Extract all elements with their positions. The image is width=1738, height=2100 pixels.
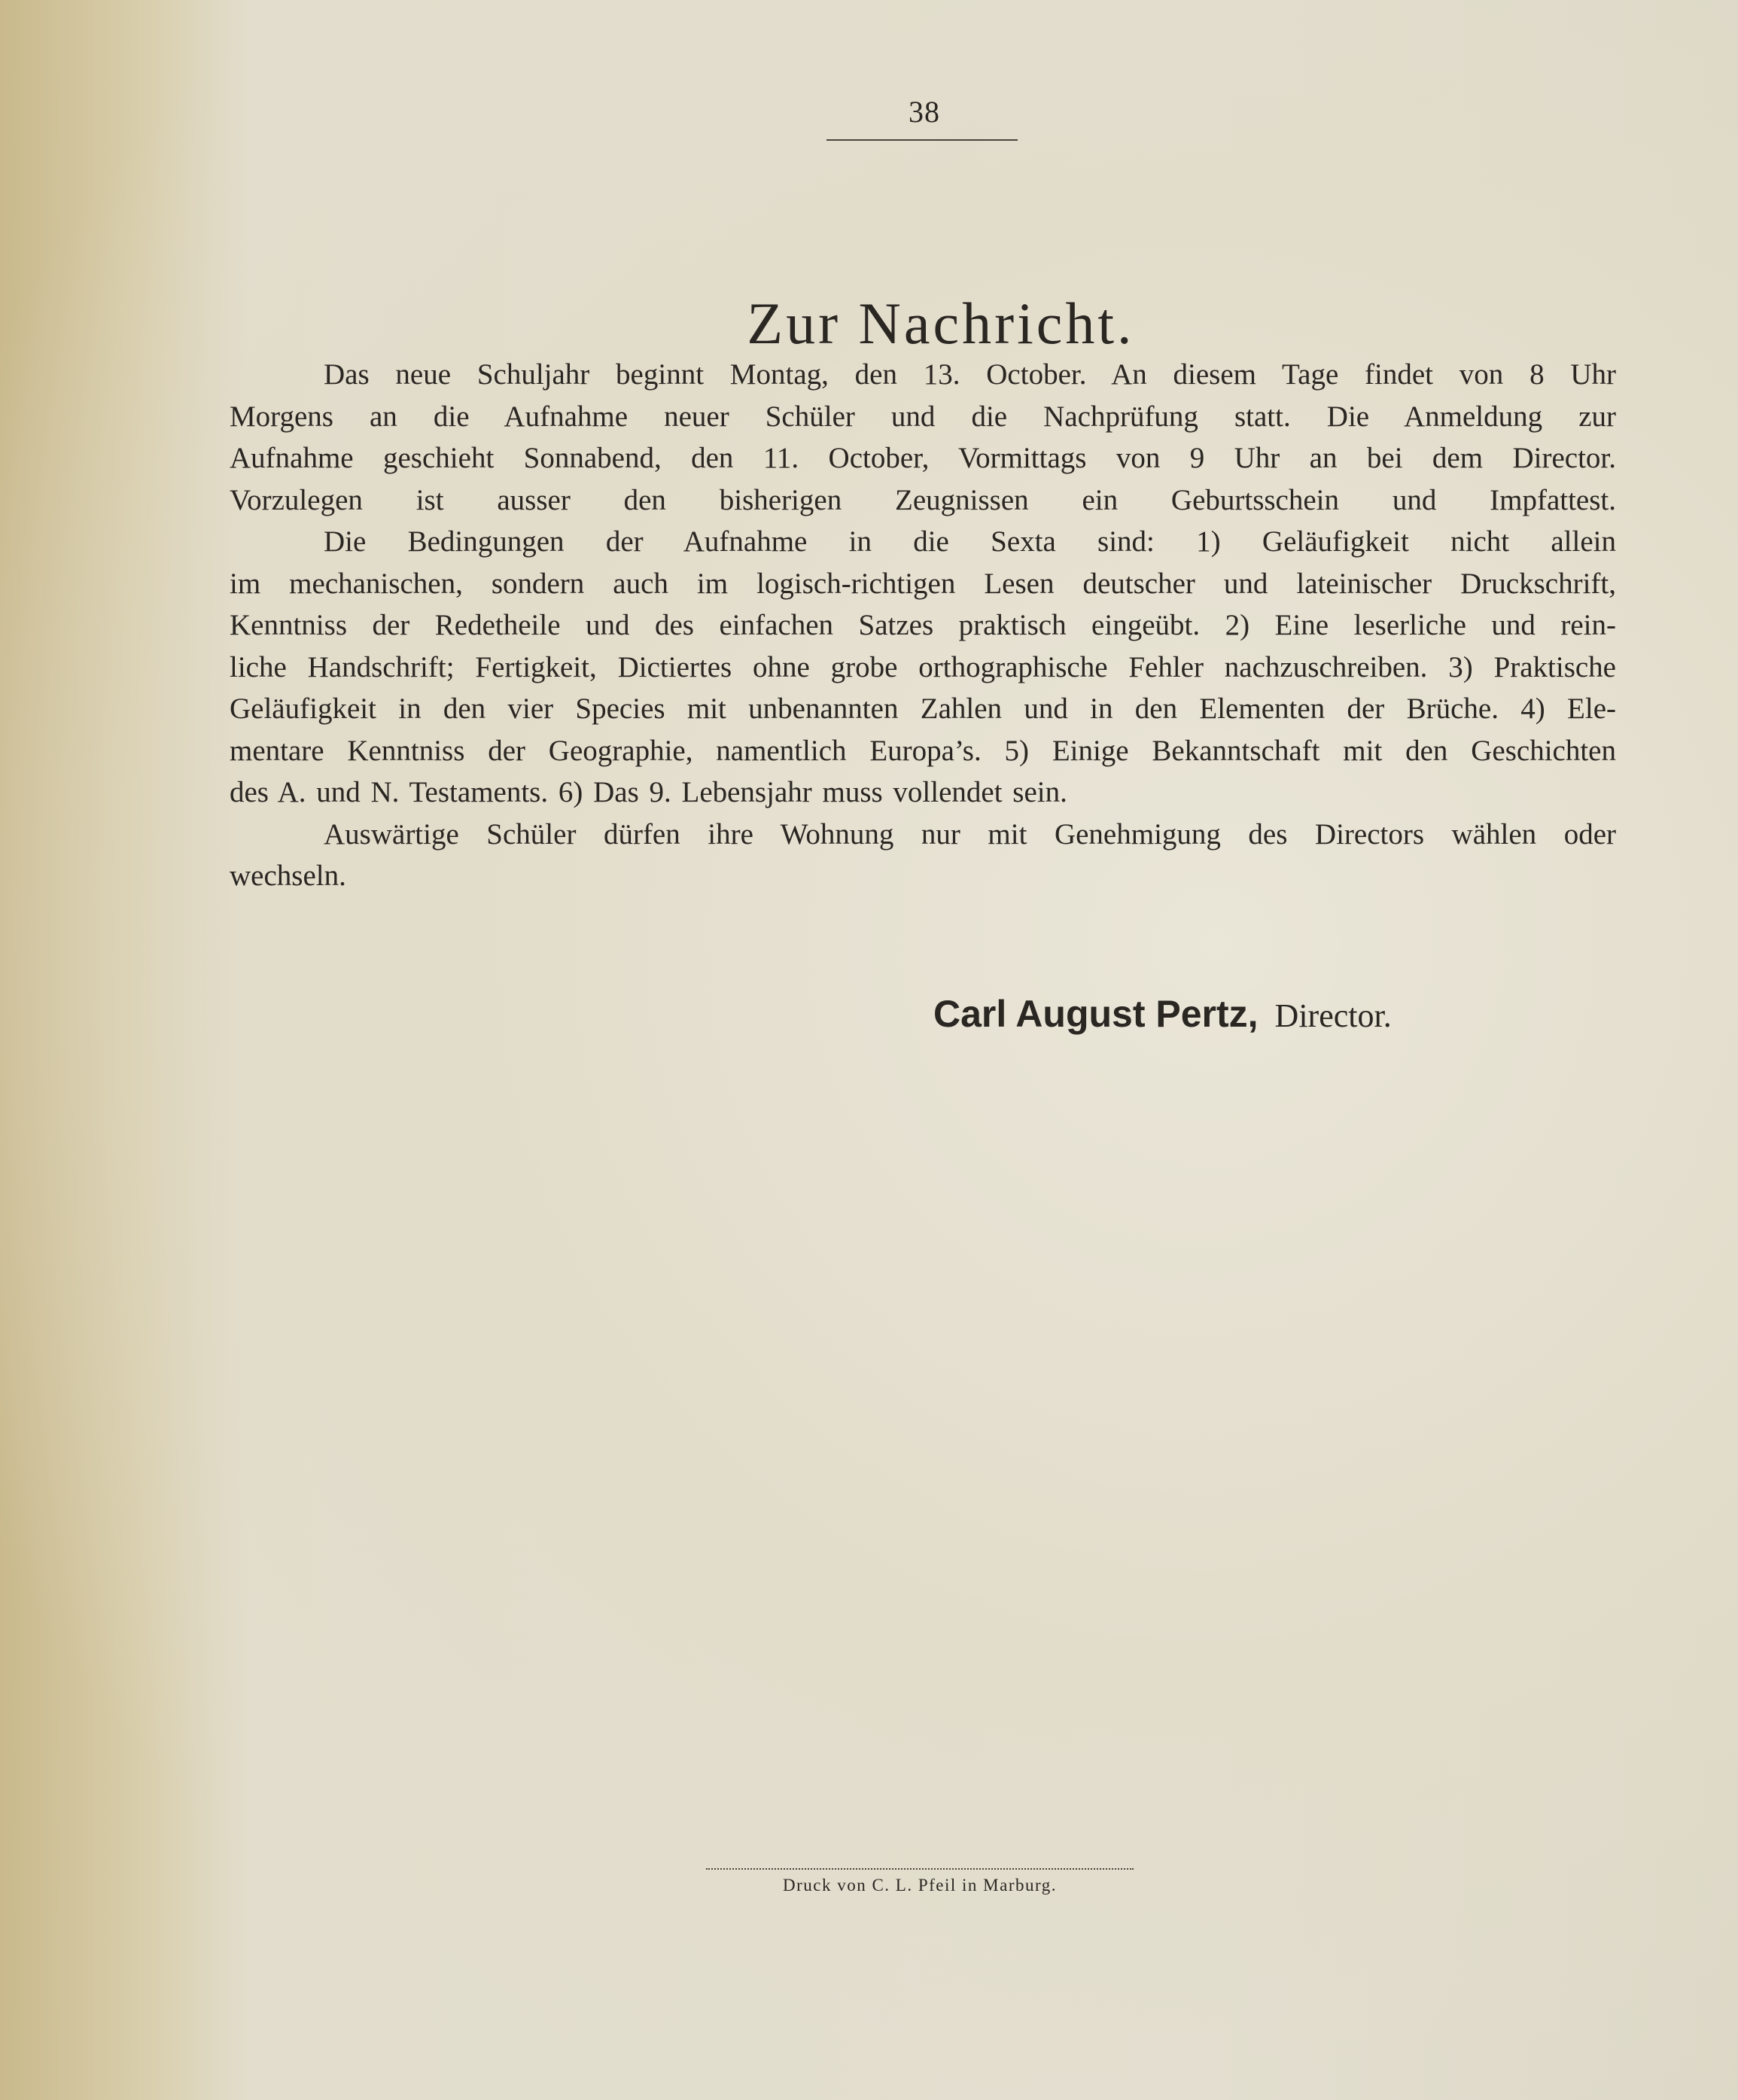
signature [933, 992, 1611, 1036]
text-line: Vorzulegen ist ausser den bisherigen Zeugnissen ein Geburtsschein und Impfattest. [230, 483, 1616, 516]
text-line: Auswärtige Schüler dürfen ihre Wohnung nur mit Genehmigung des Directors wählen oder [324, 817, 1616, 851]
text-line: im mechanischen, sondern auch im logisch-richtigen Lesen deutscher und lateinischer Druckschrift, [230, 567, 1616, 600]
text-line: des A. und N. Testaments. 6) Das 9. Lebensjahr muss vollendet sein. [230, 776, 1067, 808]
text-line: Das neue Schuljahr beginnt Montag, den 13. October. An diesem Tage findet von 8 Uhr [324, 358, 1616, 391]
body-text [230, 354, 1616, 897]
page-heading: Zur Nachricht. [747, 291, 1135, 356]
printer-imprint: Druck von C. L. Pfeil in Marburg. [782, 1876, 1057, 1895]
text-line: Morgens an die Aufnahme neuer Schüler und die Nachprüfung statt. Die Anmeldung zur [230, 400, 1616, 433]
page-number: 38 [909, 95, 940, 129]
text-line: Kenntniss der Redetheile und des einfachen Satzes praktisch eingeübt. 2) Eine leserliche und rein- [230, 609, 1616, 641]
text-line: Die Bedingungen der Aufnahme in die Sexta sind: 1) Geläufigkeit nicht allein [324, 525, 1616, 558]
text-line: Aufnahme geschieht Sonnabend, den 11. October, Vormittags von 9 Uhr an bei dem Director. [230, 442, 1616, 474]
signature-title: Director. [1274, 997, 1392, 1034]
text-line: Geläufigkeit in den vier Species mit unbenannten Zahlen und in den Elementen der Brüche. 4) Ele- [230, 692, 1616, 725]
page-number-rule [826, 139, 1018, 141]
signature-name: Carl August Pertz, [933, 993, 1259, 1035]
printer-rule [706, 1868, 1134, 1870]
text-line: wechseln. [230, 860, 346, 892]
text-line: liche Handschrift; Fertigkeit, Dictiertes ohne grobe orthographische Fehler nachzuschreiben. 3) Praktische [230, 650, 1616, 683]
text-line: mentare Kenntniss der Geographie, namentlich Europa’s. 5) Einige Bekanntschaft mit den Geschichten [230, 734, 1616, 767]
